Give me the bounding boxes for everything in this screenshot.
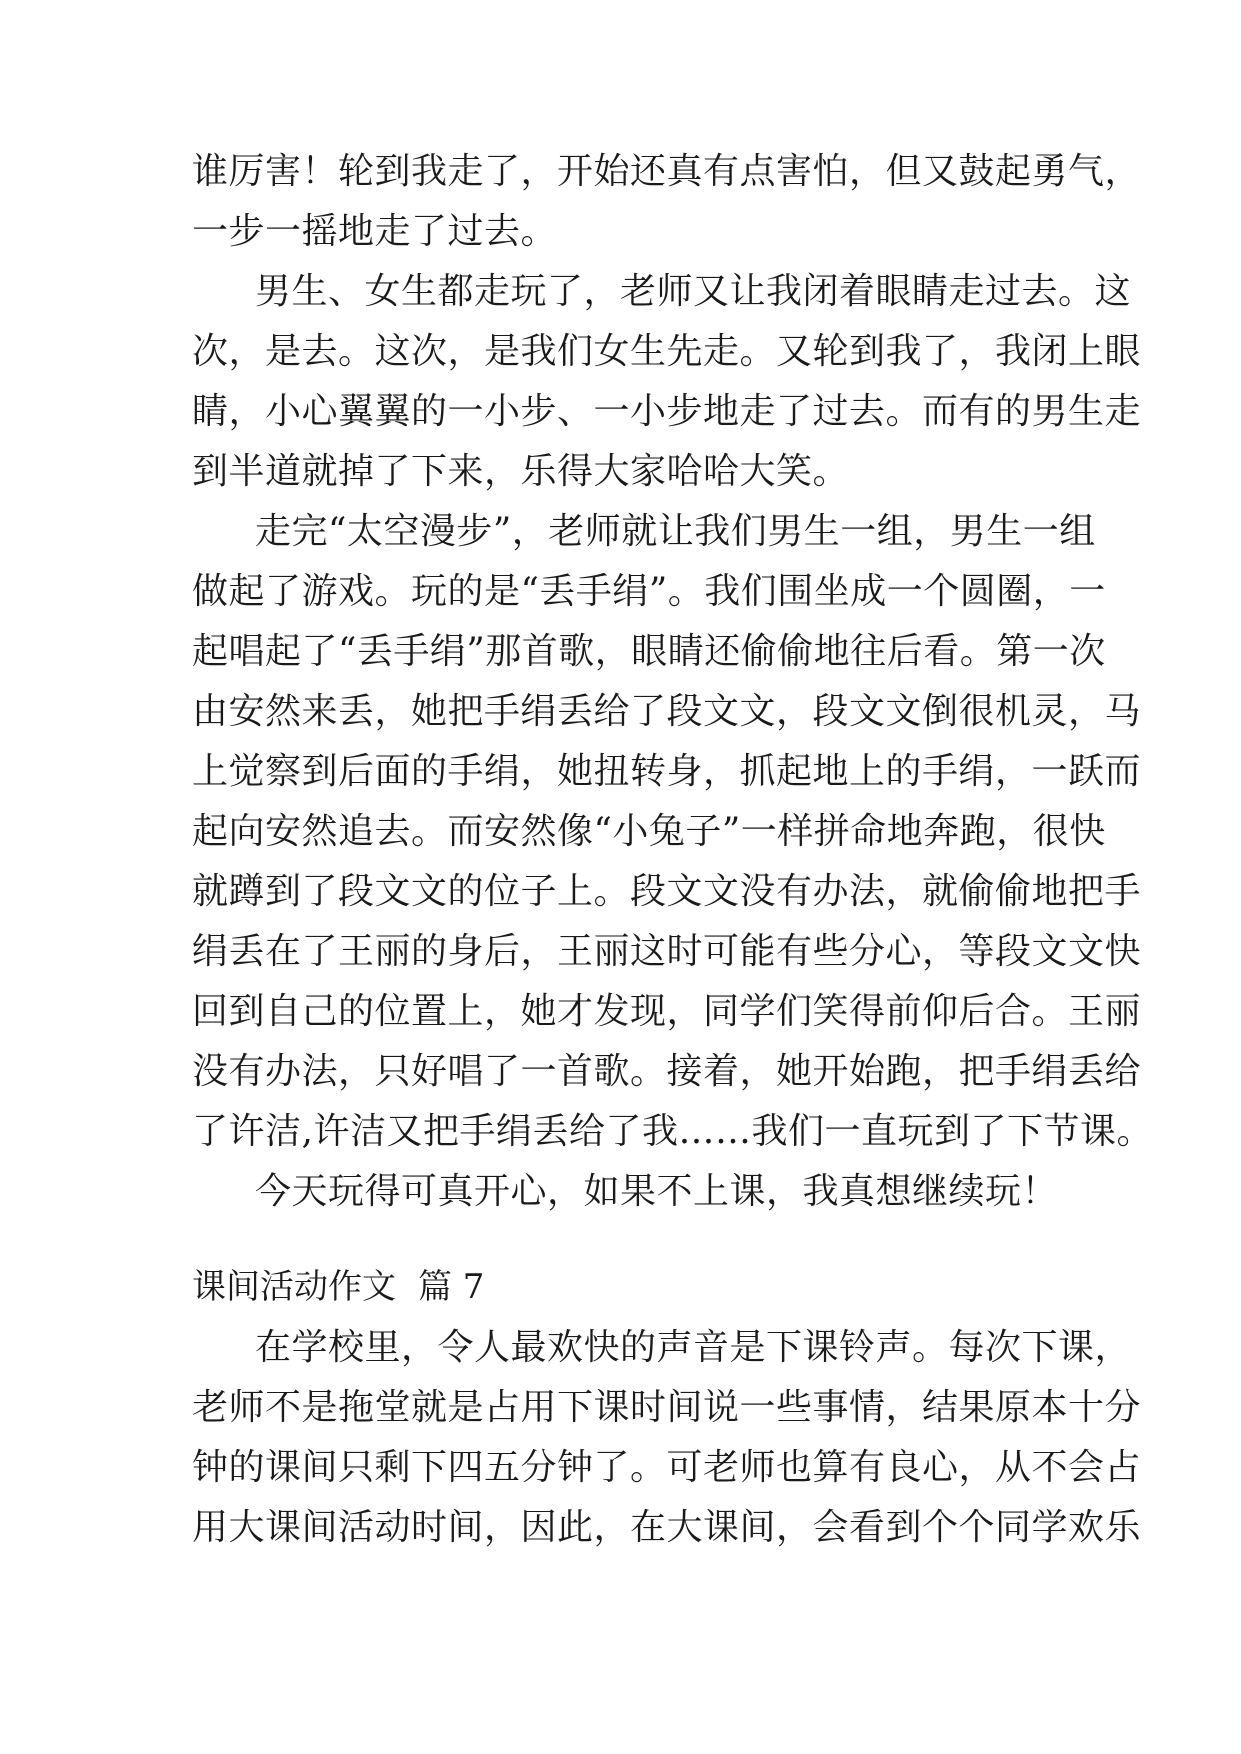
text-line: 起向安然追去。而安然像“小兔子”一样拼命地奔跑，很快 <box>192 811 1106 852</box>
text-line: 做起了游戏。玩的是“丢手绢”。我们围坐成一个圆圈，一 <box>192 571 1106 612</box>
section-heading <box>192 1265 484 1309</box>
text-line: 用大课间活动时间，因此，在大课间，会看到个个同学欢乐 <box>192 1507 1142 1548</box>
text-line: 男生、女生都走玩了，老师又让我闭着眼睛走过去。这 <box>255 271 1132 312</box>
text-line: 谁厉害！轮到我走了，开始还真有点害怕，但又鼓起勇气， <box>192 151 1142 192</box>
text-line: 睛，小心翼翼的一小步、一小步地走了过去。而有的男生走 <box>192 391 1142 432</box>
text-line: 了许洁,许洁又把手绢丢给了我……我们一直玩到了下节课。 <box>192 1111 1153 1152</box>
text-line: 没有办法，只好唱了一首歌。接着，她开始跑，把手绢丢给 <box>192 1051 1142 1092</box>
text-line: 钟的课间只剩下四五分钟了。可老师也算有良心，从不会占 <box>192 1447 1142 1488</box>
section-heading-title: 课间活动作文 <box>192 1267 396 1307</box>
text-line: 起唱起了“丢手绢”那首歌，眼睛还偷偷地往后看。第一次 <box>192 631 1106 672</box>
text-line: 回到自己的位置上，她才发现，同学们笑得前仰后合。王丽 <box>192 991 1142 1032</box>
text-line: 次，是去。这次，是我们女生先走。又轮到我了，我闭上眼 <box>192 331 1142 372</box>
text-line: 就蹲到了段文文的位子上。段文文没有办法，就偷偷地把手 <box>192 871 1142 912</box>
text-line: 老师不是拖堂就是占用下课时间说一些事情，结果原本十分 <box>192 1387 1142 1428</box>
section-heading-number: 篇 7 <box>418 1267 485 1307</box>
text-line: 在学校里，令人最欢快的声音是下课铃声。每次下课， <box>255 1327 1132 1368</box>
text-line: 今天玩得可真开心，如果不上课，我真想继续玩！ <box>255 1171 1059 1212</box>
text-line: 绢丢在了王丽的身后，王丽这时可能有些分心，等段文文快 <box>192 931 1142 972</box>
text-line: 由安然来丢，她把手绢丢给了段文文，段文文倒很机灵，马 <box>192 691 1142 732</box>
text-line: 到半道就掉了下来，乐得大家哈哈大笑。 <box>192 451 850 492</box>
text-line: 上觉察到后面的手绢，她扭转身，抓起地上的手绢，一跃而 <box>192 751 1142 792</box>
text-line: 一步一摇地走了过去。 <box>192 211 558 252</box>
text-line: 走完“太空漫步”，老师就让我们男生一组，男生一组 <box>255 511 1096 552</box>
